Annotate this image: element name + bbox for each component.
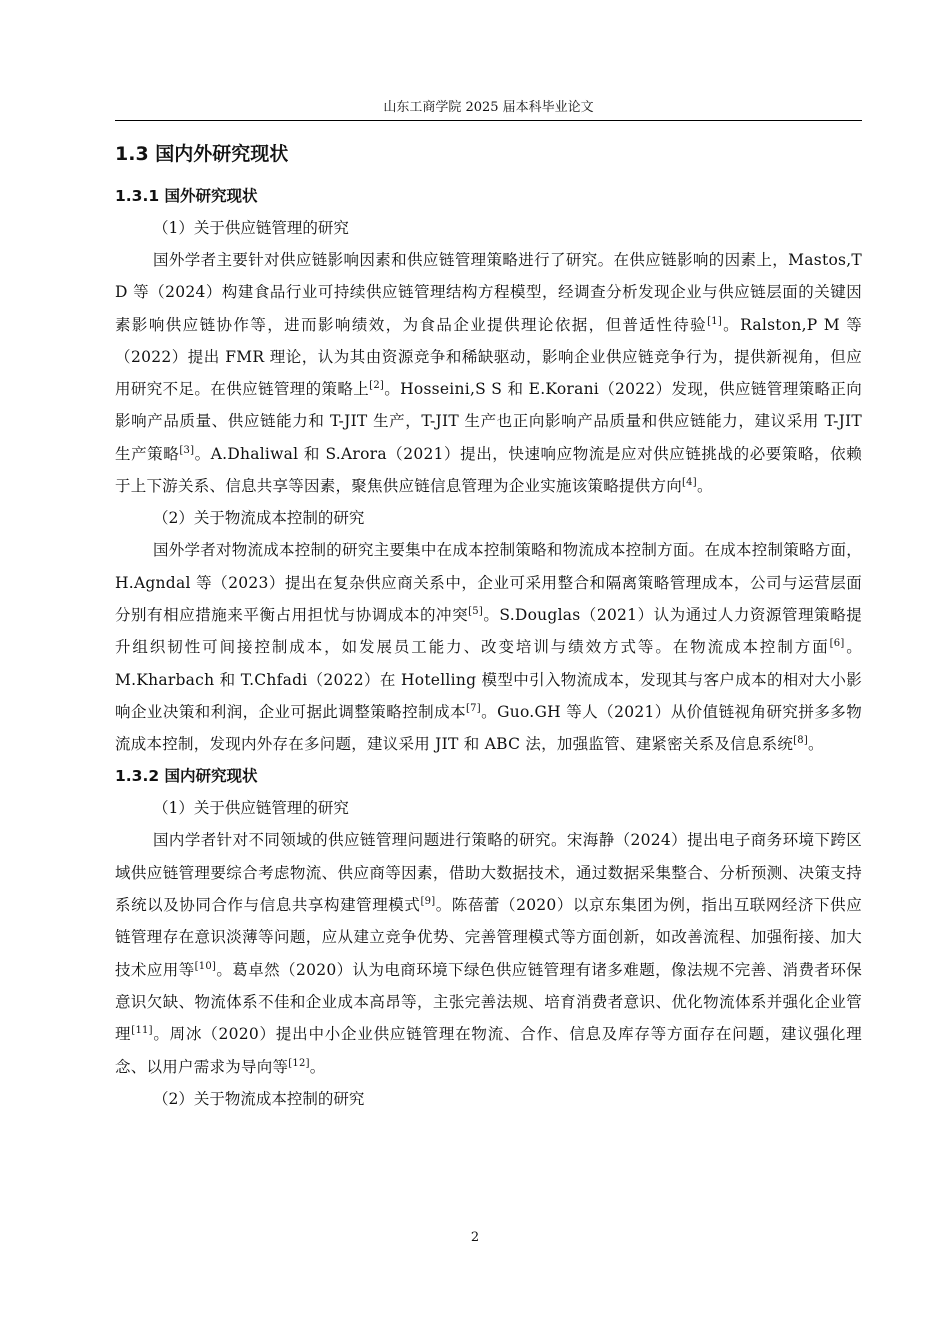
paragraph-text: 。Guo.GH 等人（2021）从价值链视角研究拼多多物流成本控制，发现内外存在多问题，建议采用 JIT 和 ABC 法，加强监管、建紧密关系及信息系统 (115, 702, 862, 754)
paragraph-text: 。 (309, 1057, 326, 1076)
paragraph-text: 。A.Dhaliwal 和 S.Arora（2021）提出，快速响应物流是应对供应链挑战的必要策略，依赖于上下游关系、信息共享等因素，聚焦供应链信息管理为企业实施该策略提供方向 (115, 444, 862, 496)
citation-8[interactable]: [8] (793, 735, 809, 746)
paragraph-foreign-logistics-cost (115, 534, 862, 760)
running-header: 山东工商学院 2025 届本科毕业论文 (383, 100, 594, 115)
citation-10[interactable]: [10] (194, 960, 217, 972)
page-number: 2 (470, 1230, 480, 1245)
paragraph-text: 。Hosseini,S S 和 E.Korani（2022）发现，供应链管理策略正向影响产品质量、供应链能力和 T-JIT 生产，T-JIT 生产也正向影响产品质量和供应链能力，建议采用 T-JIT 生产策略 (115, 380, 862, 463)
citation-4[interactable]: [4] (682, 476, 697, 488)
paragraph-text: 。 (696, 477, 713, 496)
citation-6[interactable]: [6] (829, 638, 845, 650)
citation-12[interactable]: [12] (288, 1057, 310, 1069)
header-rule (115, 120, 862, 121)
paragraph-text: 。S.Douglas（2021）认为通过人力资源管理策略提升组织韧性可间接控制成本，如发展员工能力、改变培训与绩效方式等。在物流成本控制方面 (115, 605, 862, 657)
subheading-foreign-logistics-cost: （2）关于物流成本控制的研究 (153, 509, 365, 528)
section-heading: 1.3 国内外研究现状 (115, 143, 289, 165)
paragraph-text: 。周冰（2020）提出中小企业供应链管理在物流、合作、信息及库存等方面存在问题，建议强化理念、以用户需求为导向等 (115, 1025, 862, 1076)
subheading-foreign-supply-chain: （1）关于供应链管理的研究 (153, 219, 349, 237)
citation-2[interactable]: [2] (369, 380, 385, 392)
paragraph-text: 。M.Kharbach 和 T.Chfadi（2022）在 Hotelling 模型中引入物流成本，发现其与客户成本的相对大小影响企业决策和利润，企业可据此调整策略控制成本 (115, 638, 862, 721)
subsection-heading-foreign: 1.3.1 国外研究现状 (115, 187, 258, 205)
citation-11[interactable]: [11] (131, 1025, 153, 1037)
subheading-domestic-supply-chain: （1）关于供应链管理的研究 (153, 799, 349, 818)
citation-5[interactable]: [5] (468, 605, 484, 617)
paragraph-text: 。陈蓓蕾（2020）以京东集团为例，指出互联网经济下供应链管理存在意识淡薄等问题，应从建立竞争优势、完善管理模式等方面创新，如改善流程、加强衔接、加大技术应用等 (115, 896, 862, 979)
paragraph-foreign-supply-chain (115, 244, 862, 502)
paragraph-text: 。 (808, 735, 824, 754)
paragraph-text: 国外学者主要针对供应链影响因素和供应链管理策略进行了研究。在供应链影响的因素上，Mastos,T D 等（2024）构建食品行业可持续供应链管理结构方程模型，经调查分析发现企业与供应链层面的关键因素影响供应链协作等，进而影响绩效，为食品企业提供理论依据，但普适性待验 (115, 251, 862, 334)
paragraph-domestic-supply-chain (115, 824, 862, 1082)
page-content (115, 138, 862, 1115)
citation-9[interactable]: [9] (420, 895, 436, 907)
citation-1[interactable]: [1] (707, 315, 723, 327)
subsection-heading-domestic: 1.3.2 国内研究现状 (115, 767, 258, 786)
paragraph-text: 。葛卓然（2020）认为电商环境下绿色供应链管理有诸多难题，像法规不完善、消费者环保意识欠缺、物流体系不佳和企业成本高昂等，主张完善法规、培育消费者意识、优化物流体系并强化企业管理 (115, 960, 862, 1044)
subheading-domestic-logistics-cost: （2）关于物流成本控制的研究 (153, 1089, 365, 1108)
paragraph-text: 。Ralston,P M 等（2022）提出 FMR 理论，认为其由资源竞争和稀缺驱动，影响企业供应链竞争行为，提供新视角，但应用研究不足。在供应链管理的策略上 (115, 315, 862, 399)
citation-7[interactable]: [7] (466, 702, 481, 714)
citation-3[interactable]: [3] (179, 444, 195, 456)
paragraph-text: 国外学者对物流成本控制的研究主要集中在成本控制策略和物流成本控制方面。在成本控制策略方面，H.Agndal 等（2023）提出在复杂供应商关系中，企业可采用整合和隔离策略管理成本，公司与运营层面分别有相应措施来平衡占用担忧与协调成本的冲突 (115, 541, 862, 624)
paragraph-text: 国内学者针对不同领域的供应链管理问题进行策略的研究。宋海静（2024）提出电子商务环境下跨区域供应链管理要综合考虑物流、供应商等因素，借助大数据技术，通过数据采集整合、分析预测、决策支持系统以及协同合作与信息共享构建管理模式 (115, 831, 862, 915)
